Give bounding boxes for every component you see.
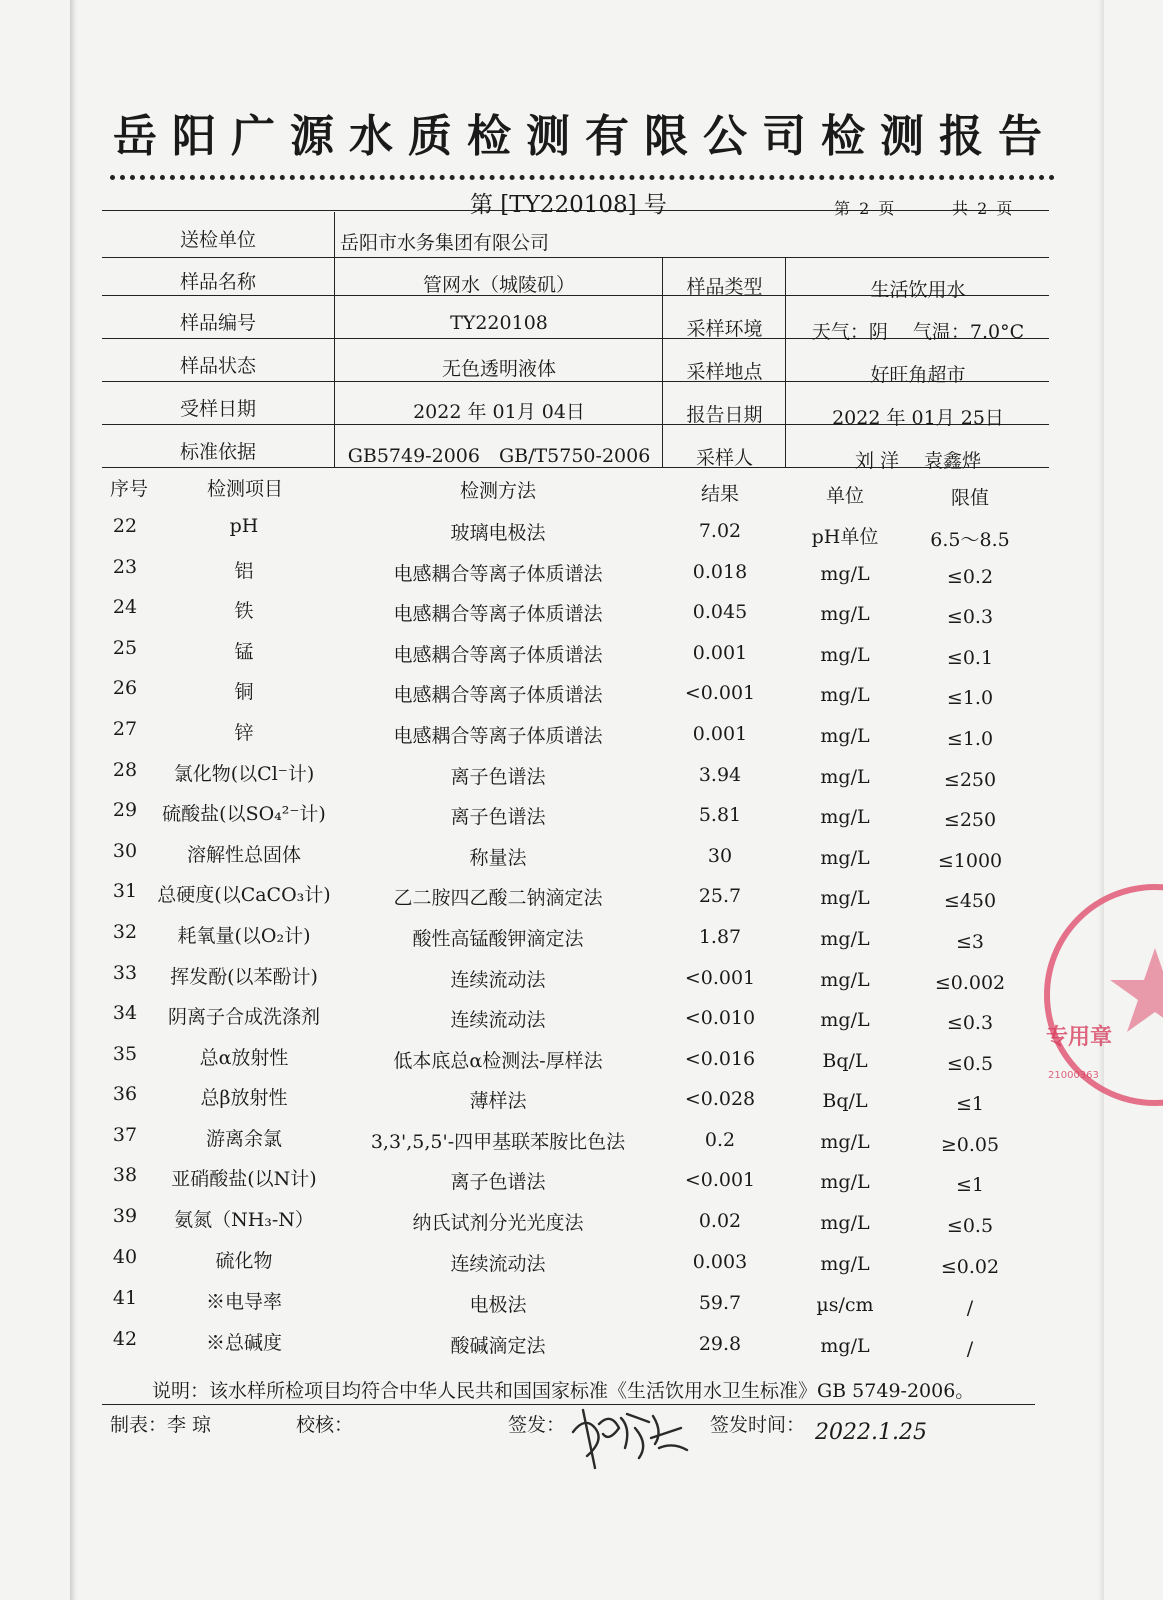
row-unit: mg/L <box>820 806 870 828</box>
row-no: 27 <box>112 718 138 740</box>
row-limit: ≥0.05 <box>940 1134 1000 1156</box>
row-limit: ≤3 <box>955 931 984 953</box>
row-result: 0.003 <box>692 1251 748 1273</box>
row-item: 硫化物 <box>215 1250 273 1272</box>
row-result: 25.7 <box>698 885 742 907</box>
page-number: 第 2 页 <box>834 199 895 218</box>
row-unit: mg/L <box>820 603 870 625</box>
row-method: 连续流动法 <box>450 1009 546 1031</box>
prepared-name: 李 琼 <box>167 1414 212 1436</box>
issue-time-label: 签发时间： <box>710 1414 806 1436</box>
row-method: 电感耦合等离子体质谱法 <box>393 725 603 747</box>
row-limit: / <box>966 1297 974 1319</box>
row-method: 连续流动法 <box>450 1253 546 1275</box>
page-edge-shadow <box>70 0 78 1600</box>
row-no: 32 <box>112 921 138 943</box>
row-limit: ≤250 <box>943 809 997 831</box>
header-rule <box>102 257 1049 258</box>
row-item: 铜 <box>234 681 254 703</box>
client-label: 送检单位 <box>179 229 256 251</box>
row-method: 电感耦合等离子体质谱法 <box>393 644 603 666</box>
row-limit: ≤1 <box>955 1174 984 1196</box>
row-item: 氯化物(以Cl⁻计) <box>173 763 315 785</box>
header-divider <box>785 257 786 467</box>
row-no: 38 <box>112 1164 138 1186</box>
row-item: ※电导率 <box>205 1291 282 1313</box>
row-limit: ≤0.3 <box>946 606 994 628</box>
row-method: 3,3',5,5'-四甲基联苯胺比色法 <box>370 1131 626 1153</box>
row-item: 总β放射性 <box>200 1087 288 1109</box>
row-limit: ≤450 <box>943 890 997 912</box>
row-no: 39 <box>112 1205 138 1227</box>
seal-text: 专用章 <box>1046 1025 1113 1050</box>
row-method: 纳氏试剂分光光度法 <box>412 1212 584 1234</box>
standard-value: GB5749-2006 GB/T5750-2006 <box>347 445 651 467</box>
row-result: <0.001 <box>684 967 756 989</box>
sampler-label: 采样人 <box>695 447 753 469</box>
row-result: <0.001 <box>684 682 756 704</box>
row-no: 30 <box>112 840 138 862</box>
recv-date-value: 2022 年 01月 04日 <box>413 401 585 423</box>
row-unit: mg/L <box>820 644 870 666</box>
standard-label: 标准依据 <box>179 441 256 463</box>
row-limit: ≤0.1 <box>946 647 994 669</box>
row-item: pH <box>229 515 259 537</box>
row-unit: mg/L <box>820 684 870 706</box>
row-unit: mg/L <box>820 928 870 950</box>
row-method: 酸性高锰酸钾滴定法 <box>412 928 584 950</box>
row-unit: mg/L <box>820 1335 870 1357</box>
col-header-result: 结果 <box>700 483 739 505</box>
conformity-note: 说明：该水样所检项目均符合中华人民共和国国家标准《生活饮用水卫生标准》GB 5749-2006。 <box>152 1380 975 1402</box>
row-item: 氨氮（NH₃-N） <box>174 1209 314 1231</box>
row-method: 玻璃电极法 <box>450 522 546 544</box>
row-limit: ≤1.0 <box>946 687 994 709</box>
page-total: 共 2 页 <box>952 199 1013 218</box>
row-result: <0.001 <box>684 1169 756 1191</box>
issue-time-value: 2022.1.25 <box>815 1420 927 1445</box>
seal-code: 21000363 <box>1048 1070 1099 1081</box>
site-value: 好旺角超市 <box>870 364 966 386</box>
row-method: 酸碱滴定法 <box>450 1335 546 1357</box>
prepared-by <box>110 1410 211 1437</box>
col-header-item: 检测项目 <box>206 478 283 500</box>
row-limit: ≤1000 <box>937 850 1003 872</box>
row-method: 电极法 <box>469 1294 527 1316</box>
row-limit: ≤0.5 <box>946 1215 994 1237</box>
company-seal <box>1040 880 1163 1110</box>
row-limit: ≤0.3 <box>946 1012 994 1034</box>
row-item: 总硬度(以CaCO₃计) <box>157 884 331 906</box>
sample-no-label: 样品编号 <box>179 312 256 334</box>
row-result: <0.010 <box>684 1007 756 1029</box>
row-no: 34 <box>112 1002 138 1024</box>
row-method: 离子色谱法 <box>450 806 546 828</box>
row-result: 0.045 <box>692 601 748 623</box>
row-unit: Bq/L <box>822 1090 868 1112</box>
col-header-unit: 单位 <box>825 485 864 507</box>
row-result: 0.001 <box>692 723 748 745</box>
report-title: 岳阳广源水质检测有限公司检测报告 <box>113 111 1057 162</box>
row-result: 1.87 <box>698 926 742 948</box>
row-no: 41 <box>112 1287 138 1309</box>
row-no: 37 <box>112 1124 138 1146</box>
recv-date-label: 受样日期 <box>179 398 256 420</box>
row-no: 28 <box>112 759 138 781</box>
row-no: 35 <box>112 1043 138 1065</box>
sample-type-value: 生活饮用水 <box>870 279 966 301</box>
row-result: 29.8 <box>698 1333 742 1355</box>
row-unit: µs/cm <box>816 1294 874 1316</box>
row-result: 59.7 <box>698 1292 742 1314</box>
row-unit: mg/L <box>820 725 870 747</box>
row-item: 锌 <box>234 722 254 744</box>
row-no: 42 <box>112 1328 138 1350</box>
row-item: 挥发酚(以苯酚计) <box>170 966 318 988</box>
row-limit: ≤250 <box>943 769 997 791</box>
sample-name-label: 样品名称 <box>179 271 256 293</box>
state-label: 样品状态 <box>179 355 256 377</box>
row-limit: ≤1 <box>955 1093 984 1115</box>
row-no: 40 <box>112 1246 138 1268</box>
row-limit: 6.5～8.5 <box>930 529 1010 551</box>
row-item: ※总碱度 <box>205 1332 282 1354</box>
row-no: 29 <box>112 799 138 821</box>
row-result: 0.018 <box>692 561 748 583</box>
col-header-method: 检测方法 <box>459 480 536 502</box>
row-result: 0.2 <box>704 1129 736 1151</box>
row-item: 锰 <box>234 641 254 663</box>
env-value: 天气：阴 气温：7.0°C <box>811 321 1025 343</box>
row-result: <0.016 <box>684 1048 756 1070</box>
row-no: 24 <box>112 596 138 618</box>
sample-name-value: 管网水（城陵矶） <box>422 274 575 296</box>
row-item: 铝 <box>234 560 254 582</box>
page-edge-shadow-right <box>1098 0 1104 1600</box>
row-result: 5.81 <box>698 804 742 826</box>
row-no: 25 <box>112 637 138 659</box>
col-header-limit: 限值 <box>950 487 989 509</box>
row-item: 硫酸盐(以SO₄²⁻计) <box>162 803 326 825</box>
row-limit: ≤1.0 <box>946 728 994 750</box>
client-value: 岳阳市水务集团有限公司 <box>340 232 550 254</box>
row-item: 耗氧量(以O₂计) <box>177 925 311 947</box>
row-method: 乙二胺四乙酸二钠滴定法 <box>393 887 603 909</box>
report-date-label: 报告日期 <box>686 404 763 426</box>
row-method: 称量法 <box>469 847 527 869</box>
row-unit: mg/L <box>820 1131 870 1153</box>
row-result: 0.02 <box>698 1210 742 1232</box>
sampler-value: 刘 洋 袁鑫烨 <box>854 450 982 472</box>
row-limit: ≤0.2 <box>946 566 994 588</box>
row-method: 低本底总α检测法-厚样法 <box>393 1050 603 1072</box>
row-unit: Bq/L <box>822 1050 868 1072</box>
row-no: 36 <box>112 1083 138 1105</box>
row-result: 30 <box>707 845 733 867</box>
title-dotted-rule <box>110 175 1055 180</box>
row-item: 游离余氯 <box>205 1128 282 1150</box>
row-unit: mg/L <box>820 1212 870 1234</box>
env-label: 采样环境 <box>686 318 763 340</box>
row-unit: mg/L <box>820 1009 870 1031</box>
row-method: 离子色谱法 <box>450 1171 546 1193</box>
row-unit: mg/L <box>820 1171 870 1193</box>
row-method: 电感耦合等离子体质谱法 <box>393 684 603 706</box>
row-result: 3.94 <box>698 764 742 786</box>
row-result: 0.001 <box>692 642 748 664</box>
checked-label: 校核： <box>296 1414 354 1436</box>
header-rule <box>102 210 1049 211</box>
header-divider <box>334 212 335 467</box>
row-limit: ≤0.002 <box>934 972 1006 994</box>
row-item: 溶解性总固体 <box>186 844 301 866</box>
row-unit: mg/L <box>820 969 870 991</box>
row-unit: mg/L <box>820 1253 870 1275</box>
row-item: 铁 <box>234 600 254 622</box>
row-result: 7.02 <box>698 520 742 542</box>
row-item: 总α放射性 <box>199 1047 289 1069</box>
row-method: 电感耦合等离子体质谱法 <box>393 603 603 625</box>
row-no: 31 <box>112 880 138 902</box>
row-no: 23 <box>112 556 138 578</box>
row-item: 阴离子合成洗涤剂 <box>167 1006 320 1028</box>
row-item: 亚硝酸盐(以N计) <box>171 1168 317 1190</box>
col-header-no: 序号 <box>109 478 148 500</box>
row-method: 电感耦合等离子体质谱法 <box>393 563 603 585</box>
handwritten-signature <box>565 1398 700 1470</box>
row-no: 26 <box>112 677 138 699</box>
report-date-value: 2022 年 01月 25日 <box>832 407 1004 429</box>
sample-no-value: TY220108 <box>450 312 548 334</box>
sample-type-label: 样品类型 <box>686 276 763 298</box>
row-method: 薄样法 <box>469 1090 527 1112</box>
row-no: 22 <box>112 515 138 537</box>
row-unit: mg/L <box>820 563 870 585</box>
site-label: 采样地点 <box>686 361 763 383</box>
report-number: 第 [TY220108] 号 <box>470 192 667 218</box>
row-method: 离子色谱法 <box>450 766 546 788</box>
header-divider <box>662 257 663 467</box>
state-value: 无色透明液体 <box>441 358 556 380</box>
row-limit: ≤0.5 <box>946 1053 994 1075</box>
row-limit: / <box>966 1338 974 1360</box>
row-unit: mg/L <box>820 887 870 909</box>
prepared-label: 制表： <box>110 1414 168 1436</box>
row-unit: mg/L <box>820 766 870 788</box>
row-limit: ≤0.02 <box>940 1256 1000 1278</box>
issued-label: 签发： <box>508 1414 566 1436</box>
row-unit: mg/L <box>820 847 870 869</box>
row-no: 33 <box>112 962 138 984</box>
row-unit: pH单位 <box>811 526 879 548</box>
row-method: 连续流动法 <box>450 969 546 991</box>
row-result: <0.028 <box>684 1088 756 1110</box>
